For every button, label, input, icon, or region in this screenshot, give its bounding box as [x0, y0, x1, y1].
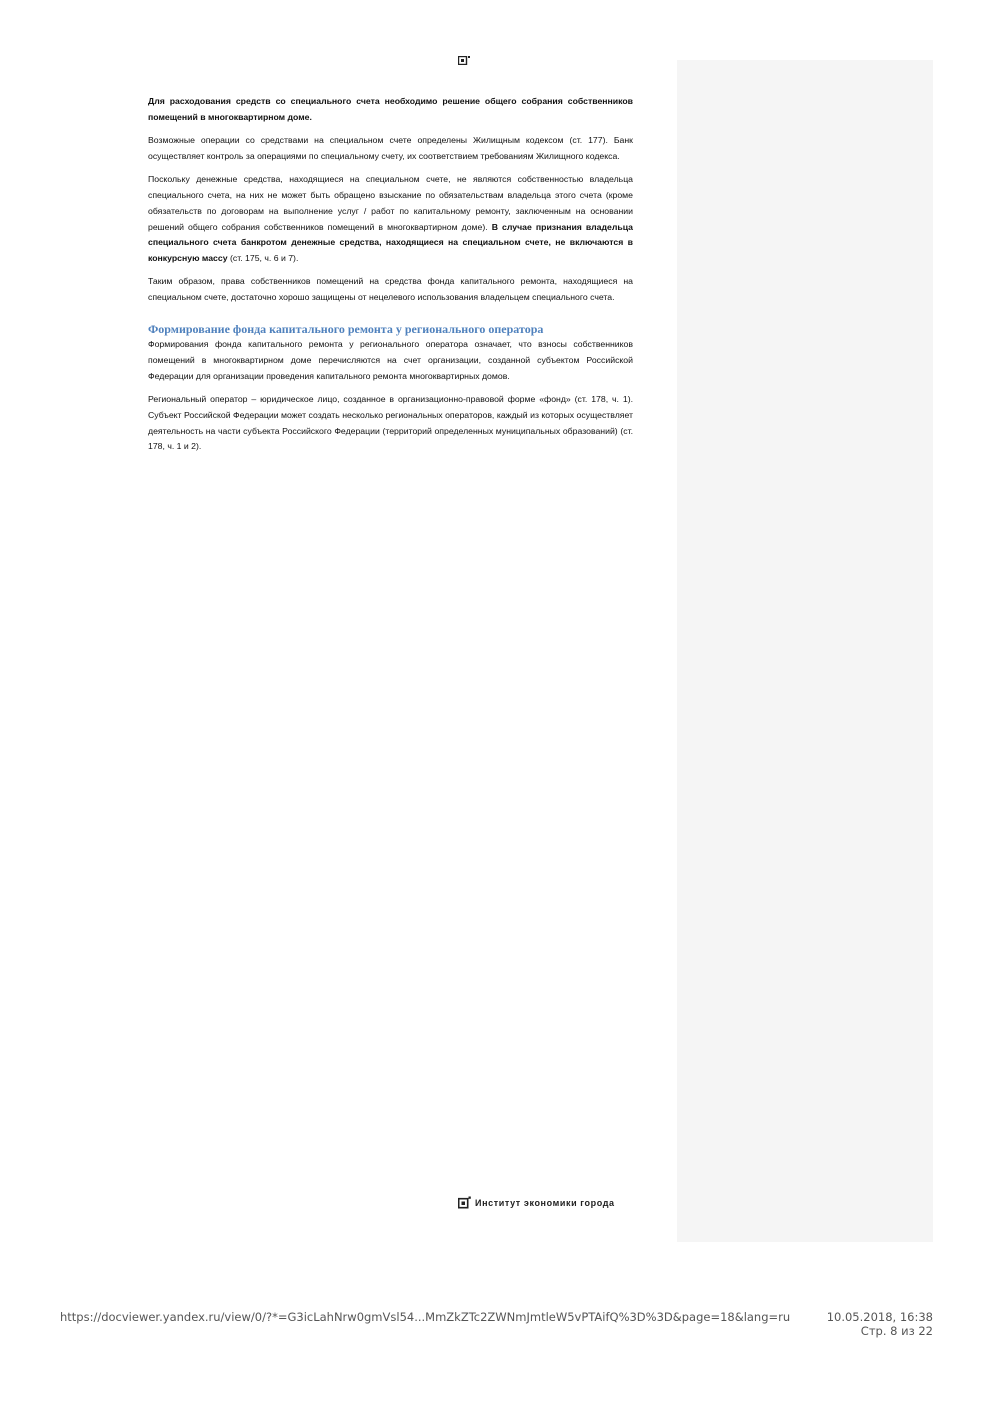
paragraph: Региональный оператор – юридическое лицо, созданное в организационно-правовой форме «фонд» (ст. 178, ч. 1). Субъект Российской Федерации может создать несколько региональных операторов, каждый из которых осуществляет деятельность на части субъекта Российского Федерации (территорий определенных муниципальных образований) (ст. 178, ч. 1 и 2).	[148, 393, 633, 452]
footer-brand-text: Институт экономики города	[475, 1197, 615, 1208]
paragraph-text: (ст. 175, ч. 6 и 7).	[227, 253, 299, 264]
institute-logo-icon	[458, 56, 470, 65]
print-url: https://docviewer.yandex.ru/view/0/?*=G3icLahNrw0gmVsl54...MmZkZTc2ZWNmJmtleW5vPTAifQ%3D%3D&page=18&lang=ru	[60, 1310, 791, 1324]
section-heading: Формирование фонда капитального ремонта у регионального оператора	[148, 322, 544, 337]
paragraph: Для расходования средств со специального счета необходимо решение общего собрания собственников помещений в многоквартирном доме.	[148, 96, 633, 122]
document-body	[148, 94, 633, 463]
page-counter: Стр. 8 из 22	[860, 1324, 933, 1338]
paragraph-bold-text: В случае признания владельца специального счета банкротом денежные средства, находящиеся на специальном счете, не включаются в конкурсную массу	[148, 221, 633, 264]
print-meta	[827, 1310, 933, 1338]
paragraph: Таким образом, права собственников помещений на средства фонда капитального ремонта, находящиеся на специальном счете, достаточно хорошо защищены от нецелевого использования владельцем специального счета.	[148, 276, 633, 303]
footer-brand	[458, 1196, 615, 1209]
paragraph	[148, 172, 633, 267]
paragraph: Формирования фонда капитального ремонта у регионального оператора означает, что взносы собственников помещений в многоквартирном доме перечисляются на счет организации, созданной субъектом Российской Федерации для организации проведения капитального ремонта многоквартирных домов.	[148, 339, 633, 381]
paragraph: Возможные операции со средствами на специальном счете определены Жилищным кодексом (ст. 177). Банк осуществляет контроль за операциями по специальному счету, их соответствием требованиям Жилищного кодекса.	[148, 135, 633, 161]
paragraph-text: Поскольку денежные средства, находящиеся на специальном счете, не являются собственностью владельца специального счета, на них не может быть обращено взыскание по обязательствам владельца этого счета (кроме обязательств по договорам на выполнение услуг / работ по капитальному ремонту, заключенным на основании решений общего собрания собственников помещений в многоквартирном доме).	[148, 174, 633, 232]
print-datetime: 10.05.2018, 16:38	[826, 1310, 933, 1324]
side-panel	[677, 60, 933, 1242]
institute-logo-icon	[458, 1196, 471, 1209]
